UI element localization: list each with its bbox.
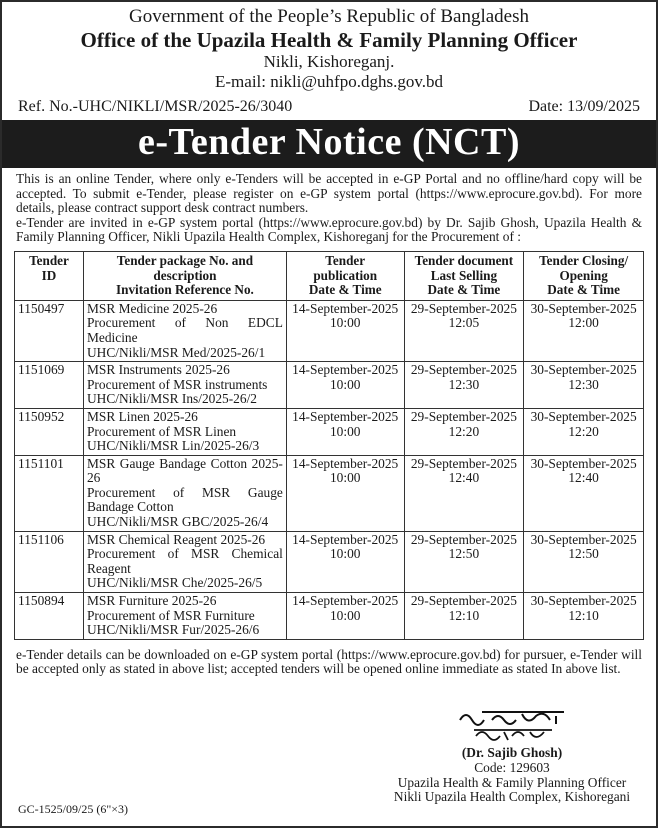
closing-date: 30-September-2025 xyxy=(530,408,637,424)
download-note: e-Tender details can be downloaded on e-GP system portal (https://www.eprocure.gov.bd) for pursuer, e-Tender will be accepted only as stated in above list; accepted tenders will be opened online immediate as stated In above list. xyxy=(16,646,642,677)
package-description: Procurement of Non EDCL Medicine xyxy=(86,315,283,345)
government-line: Government of the People’s Republic of Bangladesh xyxy=(129,6,529,27)
selling-date: 29-September-2025 xyxy=(410,300,517,316)
package-name: MSR Gauge Bandage Cotton 2025-26 xyxy=(86,455,283,486)
publication-time: 10:00 xyxy=(329,423,361,439)
selling-time: 12:05 xyxy=(448,315,480,331)
package-reference: UHC/Nikli/MSR Fur/2025-26/6 xyxy=(86,622,260,638)
signatory-designation: Upazila Health & Family Planning Officer xyxy=(397,774,627,790)
cell-tender-id: 1150952 xyxy=(15,408,84,455)
cell-package xyxy=(83,362,286,409)
reference-row xyxy=(14,98,644,116)
cell-closing xyxy=(524,300,644,361)
tender-table xyxy=(14,251,644,640)
gc-code: GC-1525/09/25 (6"×3) xyxy=(18,802,128,816)
publication-time: 10:00 xyxy=(329,470,361,486)
publication-time: 10:00 xyxy=(329,315,361,331)
office-title: Office of the Upazila Health & Family Planning Officer xyxy=(80,28,578,52)
closing-time: 12:40 xyxy=(568,470,599,486)
closing-time: 12:30 xyxy=(568,376,599,392)
cell-package xyxy=(83,300,286,361)
publication-date: 14-September-2025 xyxy=(292,408,399,424)
closing-time: 12:20 xyxy=(568,423,599,439)
publication-date: 14-September-2025 xyxy=(292,593,399,609)
package-description: Procurement of MSR Chemical Reagent xyxy=(86,546,283,576)
signatory-name: (Dr. Sajib Ghosh) xyxy=(461,745,563,760)
header-closing: Tender Closing/ Opening Date & Time xyxy=(524,251,644,300)
letterhead xyxy=(14,2,644,92)
office-location: Nikli, Kishoreganj. xyxy=(263,52,395,71)
cell-publication xyxy=(286,408,404,455)
publication-date: 14-September-2025 xyxy=(292,300,399,316)
closing-time: 12:50 xyxy=(568,546,599,562)
header-package: Tender package No. and description Invitation Reference No. xyxy=(83,251,286,300)
package-name: MSR Medicine 2025-26 xyxy=(86,300,218,316)
cell-tender-id: 1151069 xyxy=(15,362,84,409)
header-tender-id: Tender ID xyxy=(15,251,84,300)
table-row xyxy=(15,531,644,592)
selling-date: 29-September-2025 xyxy=(410,362,517,378)
cell-closing xyxy=(524,408,644,455)
cell-package xyxy=(83,531,286,592)
closing-date: 30-September-2025 xyxy=(530,455,637,471)
selling-time: 12:20 xyxy=(448,423,480,439)
cell-last-selling xyxy=(404,300,524,361)
closing-time: 12:00 xyxy=(568,315,599,331)
package-reference: UHC/Nikli/MSR Lin/2025-26/3 xyxy=(86,438,260,454)
closing-date: 30-September-2025 xyxy=(530,362,637,378)
intro-text xyxy=(14,172,644,245)
cell-last-selling xyxy=(404,362,524,409)
closing-date: 30-September-2025 xyxy=(530,531,637,547)
package-name: MSR Chemical Reagent 2025-26 xyxy=(86,531,266,547)
cell-closing xyxy=(524,455,644,531)
selling-time: 12:10 xyxy=(448,607,480,623)
package-reference: UHC/Nikli/MSR Ins/2025-26/2 xyxy=(86,391,257,407)
cell-publication xyxy=(286,455,404,531)
cell-tender-id: 1151106 xyxy=(15,531,84,592)
cell-package xyxy=(83,408,286,455)
table-row xyxy=(15,362,644,409)
selling-date: 29-September-2025 xyxy=(410,455,517,471)
cell-publication xyxy=(286,531,404,592)
cell-tender-id: 1150894 xyxy=(15,593,84,640)
table-row xyxy=(15,455,644,531)
publication-time: 10:00 xyxy=(329,607,361,623)
intro-paragraph-2: e-Tender are invited in e-GP system portal (https://www.eprocure.gov.bd) by Dr. Sajib Ghosh, Upazila Health & Family Planning Officer, Nikli Upazila Health Complex, Kishoreganj for the Procurement of : xyxy=(16,214,642,245)
package-reference: UHC/Nikli/MSR GBC/2025-26/4 xyxy=(86,514,269,530)
closing-date: 30-September-2025 xyxy=(530,300,637,316)
package-description: Procurement of MSR Gauge Bandage Cotton xyxy=(86,484,283,515)
signatory-institution: Nikli Upazila Health Complex, Kishoregani xyxy=(393,789,631,805)
cell-publication xyxy=(286,362,404,409)
selling-date: 29-September-2025 xyxy=(410,408,517,424)
cell-tender-id: 1151101 xyxy=(15,455,84,531)
table-row xyxy=(15,408,644,455)
package-description: Procurement of MSR Linen xyxy=(86,423,237,439)
cell-last-selling xyxy=(404,531,524,592)
package-description: Procurement of MSR Furniture xyxy=(86,607,255,623)
closing-date: 30-September-2025 xyxy=(530,593,637,609)
package-reference: UHC/Nikli/MSR Che/2025-26/5 xyxy=(86,575,263,591)
notice-banner: e-Tender Notice (NCT) xyxy=(2,120,656,168)
table-header-row xyxy=(15,251,644,300)
signatory-code: Code: 129603 xyxy=(474,759,550,775)
package-name: MSR Linen 2025-26 xyxy=(86,408,198,424)
cell-publication xyxy=(286,593,404,640)
cell-closing xyxy=(524,593,644,640)
package-name: MSR Furniture 2025-26 xyxy=(86,593,217,609)
selling-date: 29-September-2025 xyxy=(410,531,517,547)
selling-time: 12:50 xyxy=(448,546,480,562)
cell-package xyxy=(83,593,286,640)
cell-publication xyxy=(286,300,404,361)
package-name: MSR Instruments 2025-26 xyxy=(86,362,230,378)
handwritten-signature xyxy=(382,708,642,746)
publication-date: 14-September-2025 xyxy=(292,531,399,547)
publication-time: 10:00 xyxy=(329,376,361,392)
cell-last-selling xyxy=(404,593,524,640)
signature-block xyxy=(382,708,642,805)
publication-date: 14-September-2025 xyxy=(292,455,399,471)
office-email: E-mail: nikli@uhfpo.dghs.gov.bd xyxy=(215,72,443,91)
cell-package xyxy=(83,455,286,531)
selling-time: 12:30 xyxy=(448,376,480,392)
cell-tender-id: 1150497 xyxy=(15,300,84,361)
selling-date: 29-September-2025 xyxy=(410,593,517,609)
intro-paragraph-1: This is an online Tender, where only e-Tenders will be accepted in e-GP Portal and no offline/hard copy will be accepted. To submit e-Tender, please register on e-GP system portal (https://www.eprocure.gov.bd). For more details, please contract support desk contract numbers. xyxy=(16,171,642,216)
package-description: Procurement of MSR instruments xyxy=(86,376,268,392)
table-row xyxy=(15,300,644,361)
cell-closing xyxy=(524,362,644,409)
tender-rows xyxy=(15,300,644,639)
closing-time: 12:10 xyxy=(568,607,599,623)
reference-number: Ref. No.-UHC/NIKLI/MSR/2025-26/3040 xyxy=(18,98,293,115)
selling-time: 12:40 xyxy=(448,470,480,486)
publication-time: 10:00 xyxy=(329,546,361,562)
table-row xyxy=(15,593,644,640)
header-publication: Tender publication Date & Time xyxy=(286,251,404,300)
publication-date: 14-September-2025 xyxy=(292,362,399,378)
package-reference: UHC/Nikli/MSR Med/2025-26/1 xyxy=(86,344,266,360)
notice-date: Date: 13/09/2025 xyxy=(528,98,640,115)
cell-last-selling xyxy=(404,408,524,455)
cell-closing xyxy=(524,531,644,592)
header-last-selling: Tender document Last Selling Date & Time xyxy=(404,251,524,300)
cell-last-selling xyxy=(404,455,524,531)
